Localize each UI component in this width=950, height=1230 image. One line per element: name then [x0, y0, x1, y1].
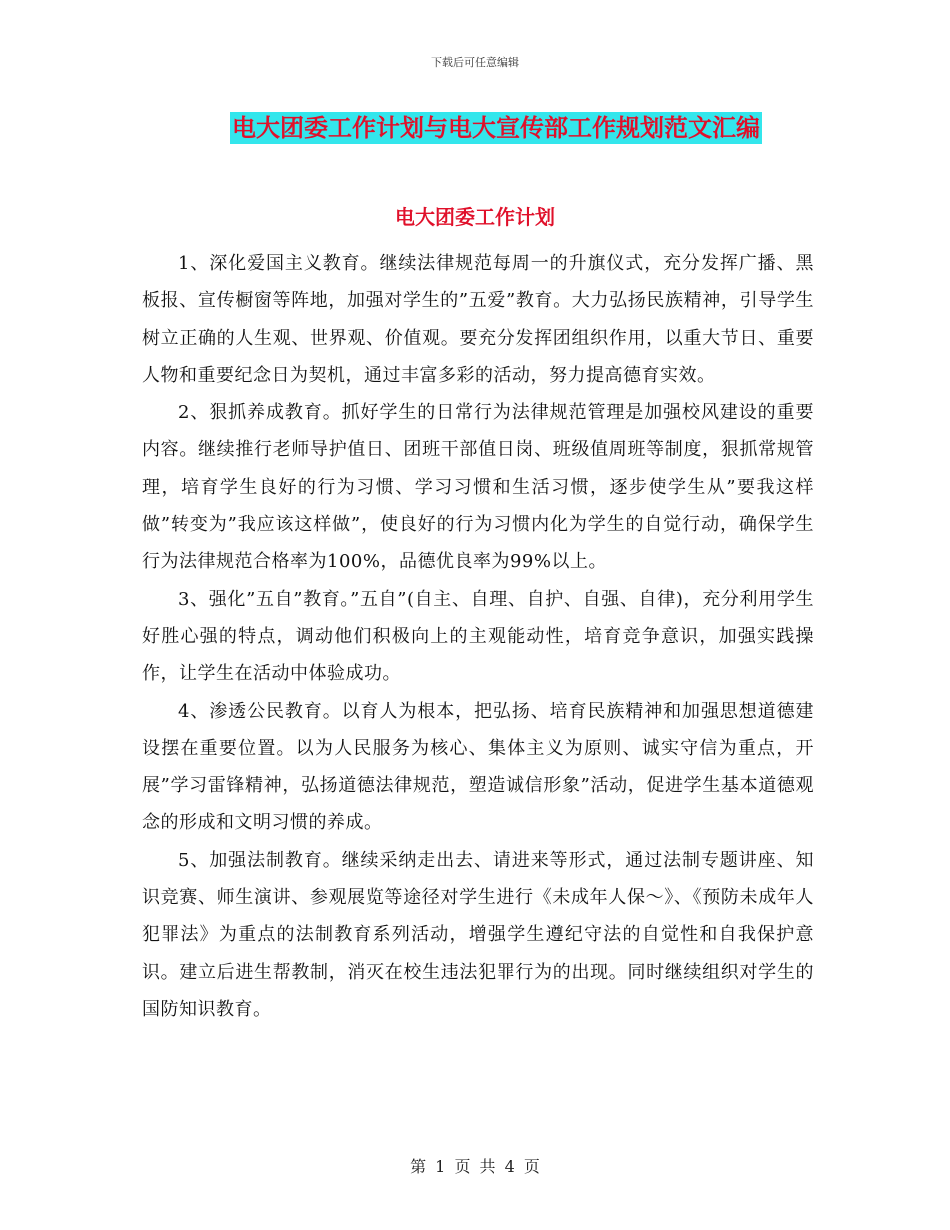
paragraph-1: 1、深化爱国主义教育。继续法律规范每周一的升旗仪式，充分发挥广播、黑板报、宣传橱窗等阵地，加强对学生的”五爱”教育。大力弘扬民族精神，引导学生树立正确的人生观、世界观、价值观。要充分发挥团组织作用，以重大节日、重要人物和重要纪念日为契机，通过丰富多彩的活动，努力提高德育实效。 — [142, 253, 814, 386]
paragraph-4: 4、渗透公民教育。以育人为根本，把弘扬、培育民族精神和加强思想道德建设摆在重要位置。以为人民服务为核心、集体主义为原则、诚实守信为重点，开展”学习雷锋精神，弘扬道德法律规范，塑造诚信形象”活动，促进学生基本道德观念的形成和文明习惯的养成。 — [142, 700, 814, 834]
paragraph-5: 5、加强法制教育。继续采纳走出去、请进来等形式，通过法制专题讲座、知识竞赛、师生演讲、参观展览等途径对学生进行《未成年人保～》、《预防未成年人犯罪法》为重点的法制教育系列活动，增强学生遵纪守法的自觉性和自我保护意识。建立后进生帮教制，消灭在校生违法犯罪行为的出现。同时继续组织对学生的国防知识教育。 — [142, 849, 814, 1020]
paragraph-3: 3、强化”五自”教育。”五自”(自主、自理、自护、自强、自律)，充分利用学生好胜心强的特点，调动他们积极向上的主观能动性，培育竞争意识，加强实践操作，让学生在活动中体验成功。 — [142, 588, 814, 685]
section-title: 电大团委工作计划 — [395, 205, 555, 229]
page-footer: 第 1 页 共 4 页 — [410, 1157, 540, 1176]
document-title-wrap — [0, 112, 950, 144]
header-note: 下载后可任意编辑 — [431, 56, 519, 69]
document-body — [142, 245, 814, 1028]
paragraph-2: 2、狠抓养成教育。抓好学生的日常行为法律规范管理是加强校风建设的重要内容。继续推行老师导护值日、团班干部值日岗、班级值周班等制度，狠抓常规管理，培育学生良好的行为习惯、学习习惯和生活习惯，逐步使学生从”要我这样做”转变为”我应该这样做”，使良好的行为习惯内化为学生的自觉行动，确保学生行为法律规范合格率为100%，品德优良率为99%以上。 — [142, 402, 814, 573]
document-title: 电大团委工作计划与电大宣传部工作规划范文汇编 — [232, 114, 760, 142]
